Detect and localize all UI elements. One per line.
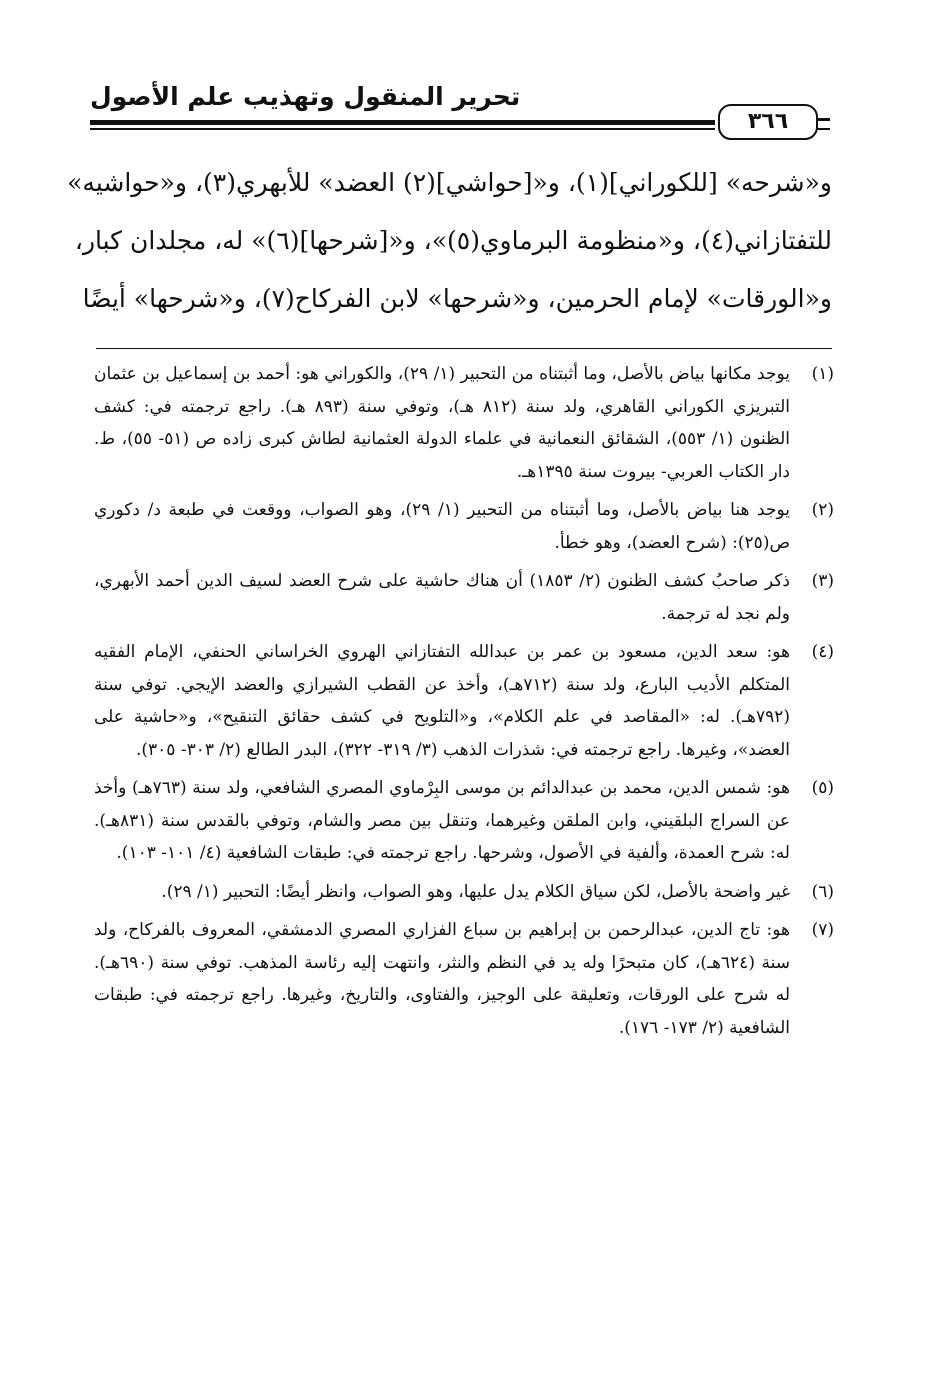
footnote-text: هو: سعد الدين، مسعود بن عمر بن عبدالله التفتازاني الهروي الخراساني الحنفي، الإمام الفقيه المتكلم الأديب البارع، ولد سنة (٧١٢هـ)، وأخذ عن القطب الشيرازي والعضد الإيجي. توفي سنة (٧٩٢هـ). له: «المقاصد في علم الكلام»، و«التلويح في كشف حقائق التنقيح»، و«حاشية على العضد»، وغيرها. راجع ترجمته في: شذرات الذهب (٣/ ٣١٩- ٣٢٢)، البدر الطالع (٢/ ٣٠٣- ٣٠٥). (94, 642, 790, 760)
header-rule-thin (90, 128, 715, 130)
footnote-text: هو: تاج الدين، عبدالرحمن بن إبراهيم بن سباع الفزاري المصري الدمشقي، المعروف بالفركاح، ولد سنة (٦٢٤هـ)، كان متبحرًا وله يد في النظم والنثر، وانتهت إليه رئاسة المذهب. توفي سنة (٦٩٠هـ). له شرح على الورقات، وتعليقة على الوجيز، والفتاوى، والتاريخ، وغيرها. راجع ترجمته في: طبقات الشافعية (٢/ ١٧٣- ١٧٦). (94, 920, 790, 1038)
header-rule-thick (90, 120, 715, 125)
main-text-line: و«شرحه» [للكوراني](١)، و«[حواشي](٢) العضد» للأبهري(٣)، و«حواشيه» (67, 168, 832, 197)
footnote-text: ذكر صاحبُ كشف الظنون (٢/ ١٨٥٣) أن هناك حاشية على شرح العضد لسيف الدين أحمد الأبهري، ولم نجد له ترجمة. (94, 571, 790, 624)
footnote-number: (٢) (811, 500, 834, 520)
footnote-number: (٧) (811, 920, 834, 940)
page-number: ٣٦٦ (718, 104, 818, 140)
footnote-number: (٥) (811, 778, 834, 798)
main-text-line: و«الورقات» لإمام الحرمين، و«شرحها» لابن الفركاح(٧)، و«شرحها» أيضًا (82, 284, 832, 313)
footnotes (94, 358, 834, 1050)
footnote-number: (٣) (811, 571, 834, 591)
header-rule-cap-top (816, 118, 830, 121)
footnote-separator (96, 348, 832, 349)
footnote-4 (94, 636, 834, 766)
footnote-7 (94, 914, 834, 1044)
footnote-text: غير واضحة بالأصل، لكن سياق الكلام يدل عليها، وهو الصواب، وانظر أيضًا: التحبير (١/ ٢٩). (161, 881, 790, 902)
footnote-text: هو: شمس الدين، محمد بن عبدالدائم بن موسى البِرْماوي المصري الشافعي، ولد سنة (٧٦٣هـ) وأخذ عن السراج البلقيني، وابن الملقن وغيرهما، وتنقل بين مصر والشام، وتوفي بالقدس سنة (٨٣١هـ). له: شرح العمدة، وألفية في الأصول، وشرحها. راجع ترجمته في: طبقات الشافعية (٤/ ١٠١- ١٠٣). (94, 778, 790, 863)
footnote-text: يوجد هنا بياض بالأصل، وما أثبتناه من التحبير (١/ ٢٩)، وهو الصواب، ووقعت في طبعة د/ دكوري ص(٢٥): (شرح العضد)، وهو خطأ. (94, 500, 791, 553)
running-title: تحرير المنقول وتهذيب علم الأصول (90, 82, 521, 111)
main-text-line: للتفتازاني(٤)، و«منظومة البرماوي(٥)»، و«[شرحها](٦)» له، مجلدان كبار، (74, 226, 832, 255)
footnote-6 (94, 876, 834, 909)
footnote-number: (١) (811, 364, 834, 384)
footnote-number: (٤) (811, 642, 834, 662)
footnote-5 (94, 772, 834, 870)
page-header (90, 74, 830, 134)
footnote-text: يوجد مكانها بياض بالأصل، وما أثبتناه من التحبير (١/ ٢٩)، والكوراني هو: أحمد بن إسماعيل بن عثمان التبريزي الكوراني القاهري، ولد سنة (٨١٢ هـ)، وتوفي سنة (٨٩٣ هـ). راجع ترجمته في: كشف الظنون (١/ ٥٥٣)، الشقائق النعمانية في علماء الدولة العثمانية لطاش كبرى زاده ص (٥١- ٥٥)، ط. دار الكتاب العربي- بيروت سنة ١٣٩٥هـ. (94, 364, 791, 482)
main-text (67, 154, 832, 328)
footnote-1 (94, 358, 834, 488)
footnote-number: (٦) (811, 881, 834, 902)
footnote-2 (94, 494, 834, 559)
header-rule-cap-bottom (816, 128, 830, 130)
footnote-3 (94, 565, 834, 630)
